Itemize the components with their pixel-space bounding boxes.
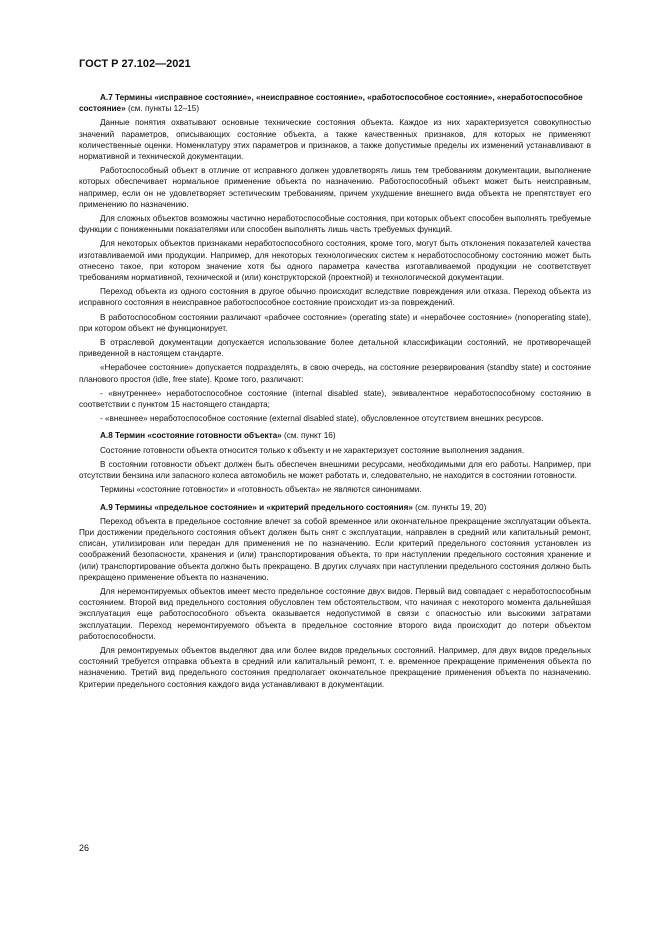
section-ref: (см. пункт 16) xyxy=(281,431,336,441)
paragraph: Переход объекта из одного состояния в другое обычно происходит вследствие повреждения или отказа. Переход объекта из исправного состояния в неисправное работоспособное состояние происходит из-за повреждений. xyxy=(79,287,591,308)
section-a8 xyxy=(79,430,591,495)
section-title: А.7 Термины «исправное состояние», «неисправное состояние», «работоспособное состояние», «неработоспособное состояние» xyxy=(79,93,583,114)
paragraph: Данные понятия охватывают основные технические состояния объекта. Каждое из них характеризуется совокупностью значений параметров, описывающих состояние объекта, а также качественных признаков, для которых не применяют количественные оценки. Номенклатуру этих параметров и признаков, а также допустимые пределы их изменений устанавливают в нормативной и технической документации. xyxy=(79,118,591,162)
paragraph: В работоспособном состоянии различают «рабочее состояние» (operating state) и «нерабочее состояние» (nonoperating state), при котором объект не функционирует. xyxy=(79,312,591,333)
document-body xyxy=(79,92,591,696)
paragraph: Состояние готовности объекта относится только к объекту и не характеризует состояние выполнения задания. xyxy=(100,445,525,455)
paragraph: Для ремонтируемых объектов выделяют два или более видов предельных состояний. Например, для двух видов предельных состояний требуется отправка объекта в средний или капитальный ремонт, т. е. временное прекращение применения объекта по назначению. Третий вид предельного состояния предполагает окончательное прекращение применения объекта по назначению. Критерии предельного состояния каждого вида устанавливают в документации. xyxy=(79,645,591,689)
section-a7 xyxy=(79,92,591,424)
paragraph: Для неремонтируемых объектов имеет место предельное состояние двух видов. Первый вид совпадает с неработоспособным состоянием. Второй вид предельного состояния обусловлен тем обстоятельством, что начиная с некоторого момента дальнейшая эксплуатация еще работоспособного объекта оказывается недопустимой в связи с опасностью или высокими затратами эксплуатации. Переход неремонтируемого объекта в предельное состояние второго вида происходит до потери объектом работоспособности. xyxy=(79,586,591,641)
list-item: - «внутреннее» неработоспособное состояние (internal disabled state), эквивалентное неработоспособному состоянию в соответствии с пунктом 15 настоящего стандарта; xyxy=(79,388,591,410)
page-number: 26 xyxy=(79,843,90,853)
document-code-header: ГОСТ Р 27.102—2021 xyxy=(79,58,191,70)
list-item: - «внешнее» неработоспособное состояние (external disabled state), обусловленное отсутствием внешних ресурсов. xyxy=(100,414,544,424)
paragraph: В состоянии готовности объект должен быть обеспечен внешними ресурсами, необходимыми для его работы. Например, при отсутствии бензина или запасного колеса автомобиль не может работать и, следовательно, не находится в состоянии готовности. xyxy=(79,459,591,481)
paragraph: В отраслевой документации допускается использование более детальной классификации состояний, не противоречащей приведенной в настоящем стандарте. xyxy=(79,338,591,359)
section-ref: (см. пункты 12–15) xyxy=(125,104,200,114)
section-title: А.9 Термины «предельное состояние» и «критерий предельного состояния» xyxy=(100,502,413,512)
section-heading xyxy=(79,92,591,114)
paragraph: Работоспособный объект в отличие от исправного должен удовлетворять лишь тем требованиям документации, выполнение которых обеспечивает нормальное применение объекта по назначению. Работоспособный объект может быть неисправным, например, если он не удовлетворяет эстетическим требованиям, причем ухудшение внешнего вида объекта не препятствует его применению по назначению. xyxy=(79,166,591,209)
section-ref: (см. пункты 19, 20) xyxy=(412,502,487,512)
paragraph: «Нерабочее состояние» допускается подразделять, в свою очередь, на состояние резервирования (standby state) и состояние планового простоя (idle, free state). Кроме того, различают: xyxy=(79,363,591,384)
section-heading xyxy=(79,430,591,441)
paragraph: Термины «состояние готовности» и «готовность объекта» не являются синонимами. xyxy=(100,485,422,495)
paragraph: Для некоторых объектов признаками неработоспособного состояния, кроме того, могут быть отклонения показателей качества изготавливаемой ими продукции. Например, для некоторых технологических систем к неработоспособному состоянию может быть отнесено такое, при котором значение хотя бы одного параметра качества изготавливаемой продукции не соответствует требованиям нормативной, технической и (или) конструкторской (проектной) и технологической документации. xyxy=(79,239,591,283)
section-title: А.8 Термин «состояние готовности объекта» xyxy=(100,431,282,441)
section-heading xyxy=(79,502,591,513)
section-a9 xyxy=(79,502,591,690)
paragraph: Для сложных объектов возможны частично неработоспособные состояния, при которых объект способен выполнять требуемые функции с пониженными показателями или способен выполнять лишь часть требуемых функций. xyxy=(79,214,591,235)
paragraph: Переход объекта в предельное состояние влечет за собой временное или окончательное прекращение эксплуатации объекта. При достижении предельного состояния объект должен быть снят с эксплуатации, направлен в средний или капитальный ремонт, списан, утилизирован или передан для применения не по назначению. Если критерий предельного состояния установлен из соображений безопасности, хранения и (или) транспортирования объекта, то при наступлении предельного состояния хранение и (или) транспортирование объекта должно быть прекращено. В других случаях при наступлении предельного состояния должно быть прекращено применение объекта по назначению. xyxy=(79,516,591,582)
